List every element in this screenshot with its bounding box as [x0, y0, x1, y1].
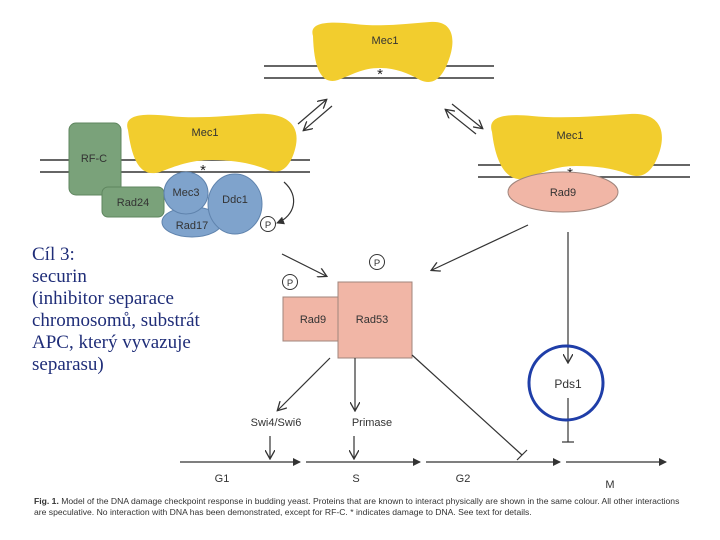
- rfc-label: RF-C: [80, 153, 108, 165]
- damage-mark-top: *: [377, 66, 383, 83]
- mec1-left-shape: [127, 114, 296, 173]
- note-line: APC, který vyvazuje: [32, 332, 191, 353]
- mec1-left-label: Mec1: [191, 127, 219, 139]
- primase-label: Primase: [351, 417, 393, 429]
- goal-note: [32, 244, 292, 376]
- phospho-rad9-label: P: [286, 278, 294, 289]
- rad17-label: Rad17: [175, 220, 209, 232]
- signal-arrows: [278, 225, 574, 460]
- note-line: (inhibitor separace: [32, 288, 174, 309]
- phase-m: M: [605, 479, 615, 491]
- mec1-right-shape: [491, 114, 662, 179]
- ddc1-label: Ddc1: [222, 194, 248, 206]
- phase-g2: G2: [455, 473, 471, 485]
- phase-s: S: [352, 473, 360, 485]
- caption-text: Model of the DNA damage checkpoint response in budding yeast. Proteins that are known to interact physically are shown in the same colour. All other interactions are speculative. No interaction with DNA has been demonstrated, except for RF-C. * indicates damage to DNA. See text for details.: [34, 496, 680, 517]
- mec1-top-label: Mec1: [371, 35, 399, 47]
- pds1-label: Pds1: [554, 377, 582, 391]
- rad9-center-label: Rad9: [299, 314, 327, 326]
- swi4-swi6-label: Swi4/Swi6: [250, 417, 302, 429]
- mec1-right-label: Mec1: [556, 130, 584, 142]
- rad53-label: Rad53: [355, 314, 389, 326]
- equilibrium-arrow-right: [446, 104, 482, 134]
- rad9-right-label: Rad9: [549, 187, 577, 199]
- rad24-label: Rad24: [116, 197, 150, 209]
- damage-mark-left: *: [200, 162, 206, 179]
- figure-caption: [34, 496, 694, 517]
- phospho-curve-arrow: [277, 182, 294, 223]
- equilibrium-arrow-left: [298, 100, 332, 130]
- phase-g1: G1: [214, 473, 230, 485]
- note-line: securin: [32, 266, 87, 287]
- phospho-rad53-label: P: [373, 258, 381, 269]
- note-line: chromosomů, substrát: [32, 310, 200, 331]
- mec3-label: Mec3: [172, 187, 200, 199]
- note-line: Cíl 3:: [32, 244, 75, 265]
- phospho-ddc1-label: P: [264, 220, 272, 231]
- target-arrows: [270, 436, 354, 458]
- note-line: separasu): [32, 354, 104, 375]
- caption-label: Fig. 1.: [34, 496, 59, 506]
